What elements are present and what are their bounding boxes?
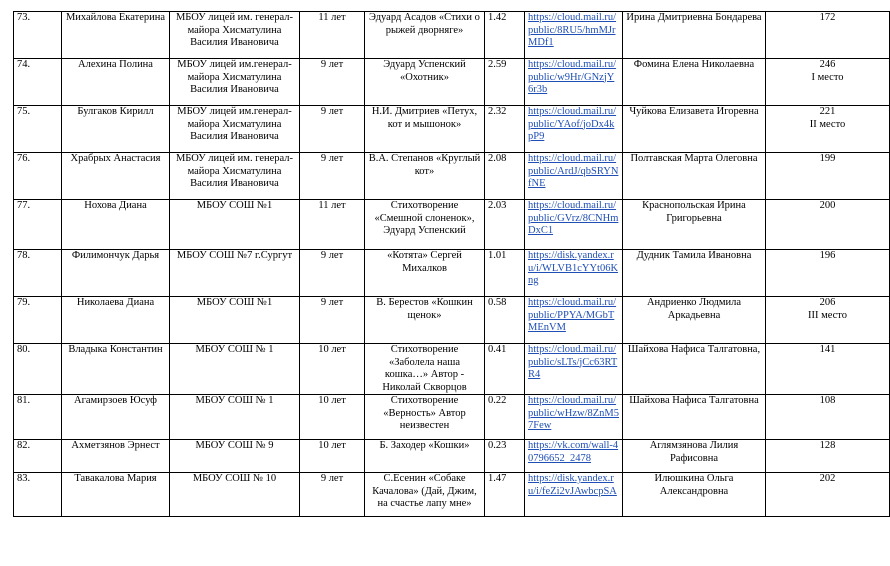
video-link[interactable]: https://disk.yandex.ru/i/feZi2vJAwbcpSA	[528, 473, 617, 497]
school-name: МБОУ СОШ №1	[170, 200, 300, 250]
video-link-cell	[525, 344, 623, 395]
teacher-name: Шайхова Нафиса Талгатовна,	[623, 344, 766, 395]
recited-work: В. Берестов «Кошкин щенок»	[365, 297, 485, 344]
video-link[interactable]: https://cloud.mail.ru/public/sLTs/jCc63RTR4	[528, 344, 618, 380]
video-link[interactable]: https://cloud.mail.ru/public/ArdJ/qbSRYNfNE	[528, 153, 619, 189]
score-value: 202	[819, 473, 836, 484]
place-label: I место	[811, 71, 844, 83]
duration: 2.03	[485, 200, 525, 250]
duration: 0.23	[485, 440, 525, 473]
participant-name: Тавакалова Мария	[62, 473, 170, 517]
table-row	[14, 250, 890, 297]
video-link[interactable]: https://cloud.mail.ru/public/YAof/joDx4kpP9	[528, 106, 617, 142]
score-value: 196	[819, 250, 836, 261]
table-row	[14, 297, 890, 344]
table-row	[14, 200, 890, 250]
recited-work: Стихотворение «Верность» Автор неизвестен	[365, 395, 485, 440]
participant-name: Михайлова Екатерина	[62, 12, 170, 59]
entry-number: 83.	[14, 473, 62, 517]
entry-number: 79.	[14, 297, 62, 344]
entry-number: 82.	[14, 440, 62, 473]
score-cell	[766, 440, 890, 473]
video-link-cell	[525, 106, 623, 153]
table-row	[14, 473, 890, 517]
participant-age: 9 лет	[300, 297, 365, 344]
video-link-cell	[525, 473, 623, 517]
score-cell	[766, 153, 890, 200]
school-name: МБОУ лицей им. генерал-майора Хисматулина Василия Ивановича	[170, 153, 300, 200]
school-name: МБОУ СОШ №1	[170, 297, 300, 344]
duration: 2.08	[485, 153, 525, 200]
participant-age: 10 лет	[300, 344, 365, 395]
place-label: III место	[807, 309, 848, 321]
video-link-cell	[525, 440, 623, 473]
score-value: 108	[819, 395, 836, 406]
participant-age: 9 лет	[300, 59, 365, 106]
score-cell	[766, 12, 890, 59]
entry-number: 77.	[14, 200, 62, 250]
score-value: 200	[819, 200, 836, 211]
recited-work: Эдуард Успенский «Охотник»	[365, 59, 485, 106]
video-link[interactable]: https://vk.com/wall-40796652_2478	[528, 440, 619, 464]
video-link-cell	[525, 395, 623, 440]
duration: 2.59	[485, 59, 525, 106]
teacher-name: Краснопольская Ирина Григорьевна	[623, 200, 766, 250]
participant-age: 10 лет	[300, 395, 365, 440]
participant-age: 11 лет	[300, 12, 365, 59]
score-cell	[766, 250, 890, 297]
entry-number: 75.	[14, 106, 62, 153]
score-value: 128	[819, 440, 836, 451]
teacher-name: Шайхова Нафиса Талгатовна	[623, 395, 766, 440]
table-row	[14, 344, 890, 395]
teacher-name: Андриенко Людмила Аркадьевна	[623, 297, 766, 344]
score-value: 206	[819, 297, 836, 308]
score-value: 172	[819, 12, 836, 23]
duration: 1.01	[485, 250, 525, 297]
school-name: МБОУ СОШ № 10	[170, 473, 300, 517]
duration: 0.58	[485, 297, 525, 344]
duration: 1.42	[485, 12, 525, 59]
table-row	[14, 106, 890, 153]
video-link[interactable]: https://cloud.mail.ru/public/PPYA/MGbTMEnVM	[528, 297, 617, 333]
teacher-name: Илюшкина Ольга Александровна	[623, 473, 766, 517]
score-cell	[766, 395, 890, 440]
entry-number: 74.	[14, 59, 62, 106]
video-link-cell	[525, 153, 623, 200]
score-cell	[766, 473, 890, 517]
participant-name: Филимончук Дарья	[62, 250, 170, 297]
video-link[interactable]: https://cloud.mail.ru/public/8RU5/hmMJrMDf1	[528, 12, 617, 48]
participant-age: 10 лет	[300, 440, 365, 473]
entry-number: 76.	[14, 153, 62, 200]
recited-work: С.Есенин «Собаке Качалова» (Дай, Джим, на счастье лапу мне»	[365, 473, 485, 517]
recited-work: Эдуард Асадов «Стихи о рыжей дворняге»	[365, 12, 485, 59]
school-name: МБОУ лицей им.генерал-майора Хисматулина Василия Ивановича	[170, 59, 300, 106]
participant-name: Николаева Диана	[62, 297, 170, 344]
video-link-cell	[525, 200, 623, 250]
recited-work: Стихотворение «Заболела наша кошка…» Автор - Николай Скворцов	[365, 344, 485, 395]
school-name: МБОУ СОШ № 1	[170, 395, 300, 440]
teacher-name: Фомина Елена Николаевна	[623, 59, 766, 106]
entry-number: 81.	[14, 395, 62, 440]
teacher-name: Дудник Тамила Ивановна	[623, 250, 766, 297]
duration: 0.22	[485, 395, 525, 440]
entry-number: 78.	[14, 250, 62, 297]
table-row	[14, 440, 890, 473]
score-cell	[766, 59, 890, 106]
teacher-name: Полтавская Марта Олеговна	[623, 153, 766, 200]
place-label: II место	[809, 118, 846, 130]
table-row	[14, 153, 890, 200]
video-link-cell	[525, 12, 623, 59]
participant-age: 9 лет	[300, 473, 365, 517]
teacher-name: Аглямзянова Лилия Рафисовна	[623, 440, 766, 473]
duration: 1.47	[485, 473, 525, 517]
participant-name: Владыка Константин	[62, 344, 170, 395]
score-cell	[766, 297, 890, 344]
video-link[interactable]: https://cloud.mail.ru/public/wHzw/8ZnM57Few	[528, 395, 619, 431]
score-value: 246	[819, 59, 836, 70]
school-name: МБОУ лицей им. генерал-майора Хисматулина Василия Ивановича	[170, 12, 300, 59]
participant-name: Ахметзянов Эрнест	[62, 440, 170, 473]
video-link[interactable]: https://disk.yandex.ru/i/WLVB1cYYt06Kng	[528, 250, 619, 286]
recited-work: «Котята» Сергей Михалков	[365, 250, 485, 297]
participant-age: 9 лет	[300, 153, 365, 200]
participant-name: Булгаков Кирилл	[62, 106, 170, 153]
recited-work: В.А. Степанов «Круглый кот»	[365, 153, 485, 200]
score-value: 221	[819, 106, 836, 117]
school-name: МБОУ лицей им.генерал-майора Хисматулина Василия Ивановича	[170, 106, 300, 153]
duration: 2.32	[485, 106, 525, 153]
score-cell	[766, 200, 890, 250]
school-name: МБОУ СОШ №7 г.Сургут	[170, 250, 300, 297]
recited-work: Б. Заходер «Кошки»	[365, 440, 485, 473]
participant-name: Агамирзоев Юсуф	[62, 395, 170, 440]
participant-age: 11 лет	[300, 200, 365, 250]
score-cell	[766, 344, 890, 395]
entry-number: 80.	[14, 344, 62, 395]
video-link-cell	[525, 297, 623, 344]
entry-number: 73.	[14, 12, 62, 59]
duration: 0.41	[485, 344, 525, 395]
score-value: 141	[819, 344, 836, 355]
recited-work: Н.И. Дмитриев «Петух, кот и мышонок»	[365, 106, 485, 153]
score-cell	[766, 106, 890, 153]
participant-age: 9 лет	[300, 106, 365, 153]
participant-name: Храбрых Анастасия	[62, 153, 170, 200]
teacher-name: Ирина Дмитриевна Бондарева	[623, 12, 766, 59]
video-link-cell	[525, 59, 623, 106]
video-link-cell	[525, 250, 623, 297]
school-name: МБОУ СОШ № 9	[170, 440, 300, 473]
participant-name: Алехина Полина	[62, 59, 170, 106]
results-table	[13, 11, 890, 517]
recited-work: Стихотворение «Смешной слоненок», Эдуард Успенский	[365, 200, 485, 250]
teacher-name: Чуйкова Елизавета Игоревна	[623, 106, 766, 153]
video-link[interactable]: https://cloud.mail.ru/public/w9Hr/GNzjY6r3b	[528, 59, 617, 95]
participant-name: Нохова Диана	[62, 200, 170, 250]
table-row	[14, 59, 890, 106]
participant-age: 9 лет	[300, 250, 365, 297]
video-link[interactable]: https://cloud.mail.ru/public/GVrz/8CNHmDxC1	[528, 200, 619, 236]
table-row	[14, 395, 890, 440]
score-value: 199	[819, 153, 836, 164]
school-name: МБОУ СОШ № 1	[170, 344, 300, 395]
table-row	[14, 12, 890, 59]
